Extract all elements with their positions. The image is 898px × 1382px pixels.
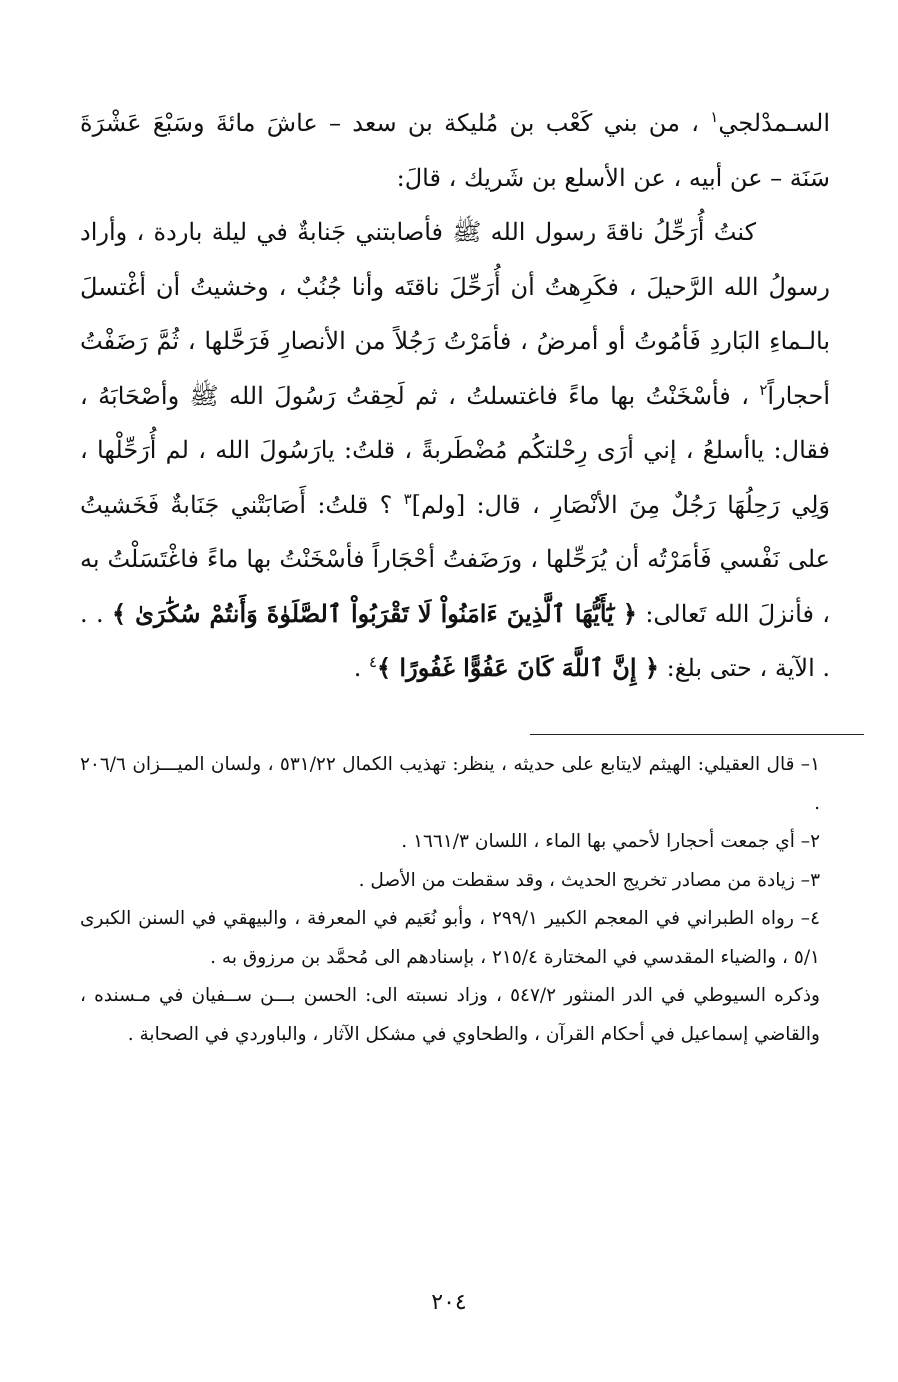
main-text (80, 96, 830, 696)
footnote-ref-2: ٢ (759, 380, 768, 399)
footnote-2: ٢– أي جمعت أحجارا لأحمي بها الماء ، اللسان ١٦٦١/٣ . (401, 831, 820, 852)
footnote-4-continued: وذكره السيوطي في الدر المنثور ٥٤٧/٢ ، وزاد نسبته الى: الحسن بـــن ســفيان في مـسنده ، والقاضي إسماعيل في أحكام القرآن ، والطحاوي في مشكل الآثار ، والباوردي في الصحابة . (80, 985, 820, 1045)
page-number: ٢٠٤ (431, 1290, 467, 1315)
footnote-ref-1: ١ (710, 108, 719, 126)
footnote-divider (530, 734, 864, 735)
footnote-3: ٣– زيادة من مصادر تخريج الحديث ، وقد سقطت من الأصل . (358, 869, 820, 891)
quran-verse-2: ﴿ إِنَّ ٱللَّهَ كَانَ عَفُوًّا غَفُورًا ﴾ (377, 653, 659, 682)
footnote-4: ٤– رواه الطبراني في المعجم الكبير ٢٩٩/١ ، وأبو نُعَيم في المعرفة ، والبيهقي في السنن الكبرى ٥/١ ، والضياء المقدسي في المختارة ٢١٥/٤ ، بإسنادهم الى مُحمَّد بن مرزوق به . (80, 908, 820, 968)
paragraph-1: السـمدْلجي$^١$ ، من بني كَعْب بن مُليكة بن سعد – عاشَ مائةَ وسَبْعَ عَشْرَةَ سَنَة – عن أبيه ، عن الأسلع بن شَريك ، قالَ: (80, 108, 831, 192)
quran-verse-1: ﴿ يَٰٓأَيُّهَا ٱلَّذِينَ ءَامَنُواْ لَا تَقْرَبُواْ ٱلصَّلَوٰةَ وَأَنتُمْ سُكَٰرَىٰ ﴾ (111, 598, 637, 628)
footnote-ref-4: ٤ (368, 653, 378, 671)
footnotes (80, 746, 820, 1054)
footnote-ref-3: ٣ (403, 489, 412, 508)
footnote-1: ١– قال العقيلي: الهيثم لايتابع على حديثه ، ينظر: تهذيب الكمال ٥٣١/٢٢ ، ولسان الميـــزان ٢٠٦/٦ . (80, 754, 820, 814)
paragraph-2: كنتُ أُرَحِّلُ ناقةَ رسول الله ﷺ فأصابتني جَنابةٌ في ليلة باردة ، وأراد رسولُ الله الرَّحيلَ ، فكَرِهتُ أن أُرَحِّلَ ناقتَه وأنا جُنُبٌ ، وخشيتُ أن أغْتسلَ بالـماءِ البَاردِ فَأمُوتُ أو أمرضُ ، فأمَرْتُ رَجُلاً من الأنصارِ فَرَحَّلها ، ثُمَّ رَضَفْتُ أحجاراً$^٢$ ، فأسْخَنْتُ بها ماءً فاغتسلتُ ، ثم لَحِقتُ رَسُولَ الله ﷺ وأصْحَابَهُ ، فقال: ياأسلعُ ، إني أرَى رِحْلتكُم مُضْطَربةً ، قلتُ: يارَسُولَ الله ، لم أُرَحِّلْها ، وَلِي رَحِلُهَا رَجُلٌ مِنَ الأنْصَارِ ، قال: [ولم]$^٣$ ؟ قلتُ: أَصَابَتْني جَنَابةٌ فَخَشيتُ على نَفْسي فَأمَرْتُه أن يُرَحِّلها ، ورَضَفتُ أحْجَاراً فأسْخَنْتُ بها ماءً فاغْتَسَلْتُ به ، فأنزلَ الله تَعالى: ﴿ يَٰٓأَيُّهَا ٱلَّذِينَ ءَامَنُواْ لَا تَقْرَبُواْ ٱلصَّلَوٰةَ وَأَنتُمْ سُكَٰرَىٰ ﴾ . . . الآية ، حتى بلغ: ﴿ إِنَّ ٱللَّهَ كَانَ عَفُوًّا غَفُورًا ﴾$^٤$ . (80, 218, 831, 682)
